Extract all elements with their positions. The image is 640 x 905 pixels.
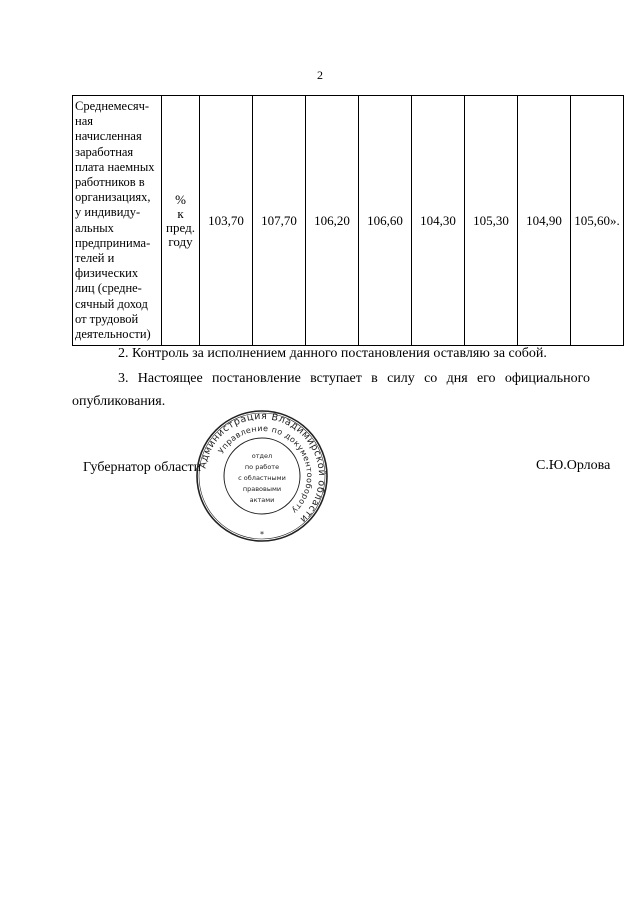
official-stamp: [194, 408, 330, 544]
unit-cell: [162, 96, 200, 346]
value-cell: 105,60».: [571, 96, 624, 346]
indicator-name-line: ная: [75, 114, 93, 129]
indicator-name-cell: [73, 96, 162, 346]
indicator-name-line: предпринима-: [75, 235, 151, 250]
unit-line: пред.: [166, 219, 195, 235]
indicator-name-line: начисленная: [75, 129, 142, 144]
indicator-name-line: работников в: [75, 175, 145, 190]
unit-line: году: [168, 233, 193, 249]
stamp-center-line: с областными: [238, 474, 286, 482]
indicator-name-line: лиц (средне-: [75, 281, 142, 296]
value-cell: 107,70: [253, 96, 306, 346]
value-cell: 106,60: [359, 96, 412, 346]
indicator-name-line: телей и: [75, 251, 115, 266]
stamp-center-line: по работе: [244, 463, 280, 471]
indicator-name-line: деятельности): [75, 327, 151, 342]
indicator-name-line: организациях,: [75, 190, 151, 205]
stamp-outer-text: Администрация Владимирской области: [197, 410, 328, 525]
value-cell: 106,20: [306, 96, 359, 346]
value-cell: 104,90: [518, 96, 571, 346]
indicator-name-line: сячный доход: [75, 296, 148, 311]
indicator-name-line: от трудовой: [75, 311, 139, 326]
indicator-name-line: заработная: [75, 144, 134, 159]
indicator-name-line: Среднемесяч-: [75, 99, 150, 113]
paragraph-effect-line2: опубликования.: [72, 394, 166, 409]
indicator-name-line: альных: [75, 220, 114, 235]
stamp-inner-text: Управление по документообороту: [216, 423, 315, 516]
indicator-name-line: плата наемных: [75, 159, 155, 174]
paragraph-control: 2. Контроль за исполнением данного постановления оставляю за собой.: [118, 346, 547, 361]
value-cell: 103,70: [200, 96, 253, 346]
stamp-star-icon: *: [260, 530, 264, 539]
paragraph-effect-line1: 3. Настоящее постановление вступает в силу со дня его официального: [118, 371, 590, 386]
table-row: [73, 96, 624, 346]
unit-line: %: [175, 191, 186, 207]
unit-line: к: [177, 205, 184, 221]
value-cell: 105,30: [465, 96, 518, 346]
stamp-center-line: актами: [249, 496, 275, 504]
indicator-name-line: физических: [75, 266, 139, 281]
signature-title: Губернатор области: [83, 460, 202, 475]
indicators-table: [72, 95, 624, 346]
stamp-center-line: отдел: [251, 452, 273, 460]
signature-name: С.Ю.Орлова: [536, 458, 611, 473]
stamp-center-line: правовыми: [242, 485, 282, 493]
page-number: 2: [317, 68, 323, 82]
value-cell: 104,30: [412, 96, 465, 346]
indicator-name-line: у индивиду-: [75, 205, 141, 220]
